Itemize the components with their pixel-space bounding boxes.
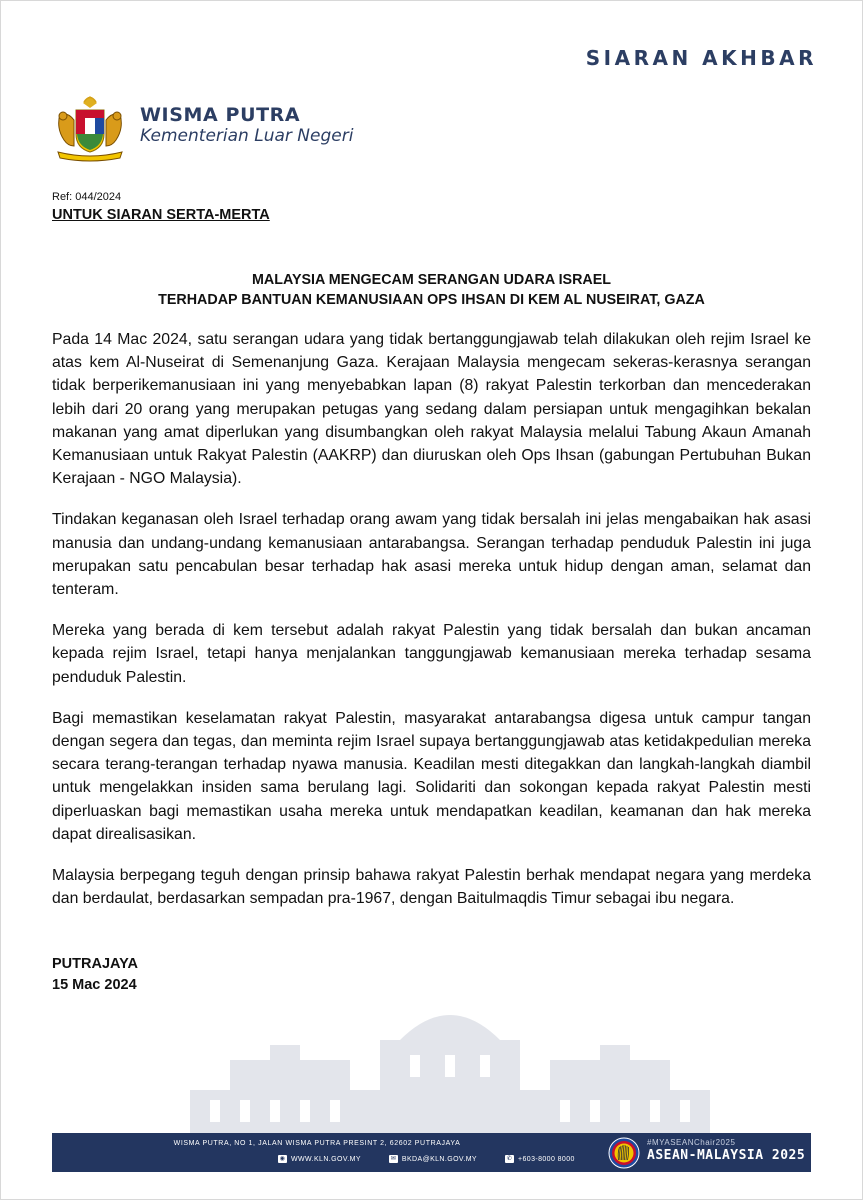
paragraph-5: Malaysia berpegang teguh dengan prinsip bahawa rakyat Palestin berhak mendapat negara yang merdeka dan berdaulat, berdasarkan sempadan pra-1967, dengan Baitulmaqdis Timur sebagai ibu negara. [52,867,811,908]
reference-number: Ref: 044/2024 [52,191,122,203]
phone-icon: ✆ [506,1156,513,1162]
asean-malaysia-label: ASEAN-MALAYSIA 2025 [647,1148,806,1163]
footer-web[interactable] [278,1155,361,1163]
footer-email[interactable] [389,1155,477,1163]
paragraph-4: Bagi memastikan keselamatan rakyat Palestin, masyarakat antarabangsa digesa untuk campur tangan dengan segera dan tegas, dan meminta rejim Israel supaya bertanggungjawab atas ketidakpedulian mereka secara terang-terangan terhadap nyawa manusia. Keadilan mesti ditegakkan dan langkah-langkah diambil untuk mengelakkan insiden sama berulang lagi. Solidariti dan sokongan kepada rakyat Palestin mesti diperluaskan bagi memastikan usaha mereka untuk mendapatkan keadilan, keamanan dan hak mereka dapat direalisasikan. [52,709,811,843]
globe-icon: ◉ [279,1156,286,1162]
sign-place: PUTRAJAYA [52,956,138,972]
coat-of-arms-icon [50,94,130,162]
asean-hashtag: #MYASEANChair2025 [647,1138,736,1147]
footer-phone-text: +603-8000 8000 [518,1155,575,1163]
org-subtitle: Kementerian Luar Negeri [140,126,354,146]
title-line-2: TERHADAP BANTUAN KEMANUSIAAN OPS IHSAN DI KEM AL NUSEIRAT, GAZA [158,292,705,308]
footer-web-text: WWW.KLN.GOV.MY [291,1155,361,1163]
title-line-1: MALAYSIA MENGECAM SERANGAN UDARA ISRAEL [251,272,612,288]
mail-icon: ✉ [390,1156,397,1162]
siaran-akhbar-label: SIARAN AKHBAR [585,46,817,70]
footer-email-text: BKDA@KLN.GOV.MY [401,1155,477,1163]
paragraph-1: Pada 14 Mac 2024, satu serangan udara yang tidak bertanggungjawab telah dilakukan oleh rejim Israel ke atas kem Al-Nuseirat di Semenanjung Gaza. Kerajaan Malaysia mengecam sekeras-kerasnya serangan tidak berperikemanusiaan ini yang menyebabkan lapan (8) rakyat Palestin terkorban dan mencederakan lebih dari 20 orang yang merupakan petugas yang sedang dalam persiapan untuk mengagihkan bekalan makanan yang amat diperlukan yang disumbangkan oleh rakyat Malaysia melalui Tabung Akaun Amanah Kemanusiaan untuk Rakyat Palestin (AAKRP) dan diuruskan oleh Ops Ihsan (gabungan Pertubuhan Bukan Kerajaan - NGO Malaysia). [52,331,811,488]
footer-phone[interactable] [505,1155,575,1163]
release-instruction: UNTUK SIARAN SERTA-MERTA [52,207,270,223]
footer-bar [52,1133,811,1172]
footer-address: WISMA PUTRA, NO 1, JALAN WISMA PUTRA PRESINT 2, 62602 PUTRAJAYA [173,1140,461,1147]
paragraph-2: Tindakan keganasan oleh Israel terhadap orang awam yang tidak bersalah ini jelas mengabaikan hak asasi manusia dan undang-undang kemanusiaan antarabangsa. Serangan terhadap penduduk Palestin ini juga merupakan satu pencabulan besar terhadap hak asasi mereka untuk hidup dengan aman, selamat dan tenteram. [52,511,811,599]
press-release-title [52,270,811,310]
org-name: WISMA PUTRA [140,104,301,126]
footer-contacts [278,1155,575,1163]
building-watermark-icon [170,1000,730,1140]
paragraph-3: Mereka yang berada di kem tersebut adalah rakyat Palestin yang tidak bersalah dan bukan ancaman kepada rejim Israel, tetapi hanya menjalankan tanggungjawab kemanusiaan mereka terhadap sesama penduduk Palestin. [52,622,811,686]
asean-logo-icon [608,1137,640,1169]
sign-date: 15 Mac 2024 [52,977,137,993]
body-text [52,328,811,928]
signature-block [52,954,138,996]
